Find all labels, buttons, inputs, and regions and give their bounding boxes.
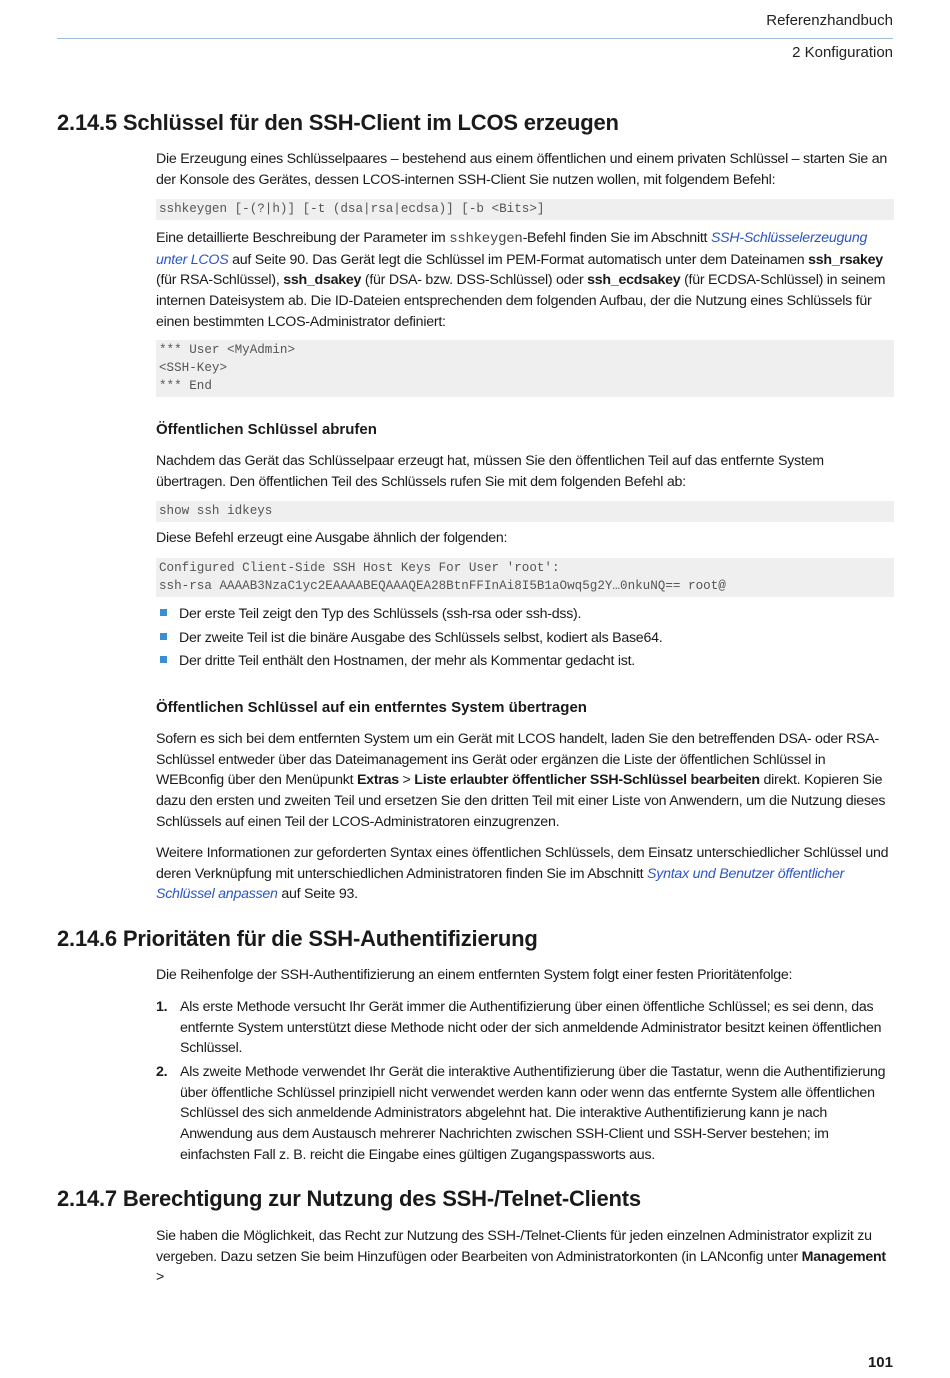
code-block-output: Configured Client-Side SSH Host Keys For User 'root': ssh-rsa AAAAB3NzaC1yc2EAAAABEQAAAQEA28BtnFFInAi8I5B1aOwq5g2Y…0nkuNQ== root@: [156, 558, 894, 597]
paragraph-ausgabe: Diese Befehl erzeugt eine Ausgabe ähnlich der folgenden:: [156, 530, 508, 546]
header-rule: [57, 38, 893, 39]
paragraph-prioritaeten-intro: Die Reihenfolge der SSH-Authentifizierung an einem entfernten System folgt einer festen Prioritätenfolge:: [156, 967, 793, 983]
numbered-item: 2. Als zweite Methode verwendet Ihr Gerät die interaktive Authentifizierung über die Tastatur, wenn die Authentifizierung über öffentliche Schlüssel prinzipiell nicht verwendet werden kann oder wenn das entfernte System alle öffentlichen Schlüssel des sich anmeldende Administrators abgelehnt hat. Die interaktive Authentifizierung kann je nach Anwendung aus dem Austausch mehrerer Nachrichten zwischen SSH-Client und SSH-Server bestehen; im einfachsten Fall z. B. reicht die Eingabe eines gültigen Zugangspassworts aus.: [156, 1064, 886, 1163]
paragraph-sshkeygen-description: Eine detaillierte Beschreibung der Parameter im sshkeygen-Befehl finden Sie im Abschnitt SSH-Schlüsselerzeugung unter LCOS auf Seite 90. Das Gerät legt die Schlüssel im PEM-Format automatisch unter dem Dateinamen ssh_rsakey (für RSA-Schlüssel), ssh_dsakey (für DSA- bzw. DSS-Schlüssel) oder ssh_ecdsakey (für ECDSA-Schlüssel) in seinem internen Dateisystem ab. Die ID-Dateien entsprechenden dem folgenden Aufbau, der die Nutzung eines Schlüssels für einen bestimmten LCOS-Administrator definiert:: [156, 230, 886, 330]
numbered-item: 1. Als erste Methode versucht Ihr Gerät immer die Authentifizierung über einen öffentliche Schlüssel; es sei denn, das entfernte System unterstützt diese Methode nicht oder der sich anmeldende Administrator besitzt keinen öffentlichen Schlüssel.: [156, 999, 882, 1057]
running-header-title: Referenzhandbuch: [766, 12, 893, 29]
page-number: 101: [867, 1354, 893, 1371]
section-heading-2-14-5: 2.14.5 Schlüssel für den SSH-Client im LCOS erzeugen: [57, 110, 619, 135]
bullet-square-icon: [160, 633, 167, 640]
menu-extras: Extras: [356, 772, 399, 789]
code-block-sshkeygen: sshkeygen [-(?|h)] [-t (dsa|rsa|ecdsa)] [-b <Bits>]: [156, 199, 894, 220]
code-block-id-file: *** User <MyAdmin> <SSH-Key> *** End: [156, 340, 894, 397]
section-heading-2-14-6: 2.14.6 Prioritäten für die SSH-Authentifizierung: [57, 926, 538, 951]
section-heading-2-14-7: 2.14.7 Berechtigung zur Nutzung des SSH-/Telnet-Clients: [57, 1186, 641, 1211]
running-header-chapter: 2 Konfiguration: [792, 44, 893, 61]
bullet-item: Der erste Teil zeigt den Typ des Schlüssels (ssh-rsa oder ssh-dss).: [160, 604, 581, 624]
code-block-show-ssh-idkeys: show ssh idkeys: [156, 501, 894, 522]
paragraph-uebertragen: Sofern es sich bei dem entfernten System um ein Gerät mit LCOS handelt, laden Sie den betreffenden DSA- oder RSA-Schlüssel entweder über das Dateimanagement ins Gerät oder ergänzen die Liste der öffentlichen Schlüssel in WEBconfig über den Menüpunkt Extras > Liste erlaubter öffentlicher SSH-Schlüssel bearbeiten direkt. Kopieren Sie dazu den ersten und zweiten Teil und ersetzen Sie den dritten Teil mit einer Liste von Anwendern, um die Nutzung dieses Schlüssels auf einen Teil der LCOS-Administratoren einzugrenzen.: [156, 731, 886, 830]
bullet-item: Der dritte Teil enthält den Hostnamen, der mehr als Kommentar gedacht ist.: [160, 651, 635, 671]
paragraph-weitere-informationen: Weitere Informationen zur geforderten Syntax eines öffentlichen Schlüssels, dem Einsatz unterschiedlicher Schlüssel und deren Verknüpfung mit unterschiedlichen Administratoren finden Sie im Abschnitt Syntax und Benutzer öffentlicher Schlüssel anpassen auf Seite 93.: [156, 845, 889, 903]
paragraph-berechtigung: Sie haben die Möglichkeit, das Recht zur Nutzung des SSH-/Telnet-Clients für jeden einzelnen Administrator explizit zu vergeben. Dazu setzen Sie beim Hinzufügen oder Bearbeiten von Administratorkonten (in LANconfig unter Management >: [156, 1228, 886, 1286]
menu-management: Management: [801, 1248, 886, 1265]
paragraph-abrufen: Nachdem das Gerät das Schlüsselpaar erzeugt hat, müssen Sie den öffentlichen Teil auf das entfernte System übertragen. Den öffentlichen Teil des Schlüssels rufen Sie mit dem folgenden Befehl ab:: [156, 453, 824, 490]
subheading-schluessel-uebertragen: Öffentlichen Schlüssel auf ein entferntes System übertragen: [156, 699, 587, 716]
inline-command: sshkeygen: [449, 231, 523, 247]
bullet-item: Der zweite Teil ist die binäre Ausgabe des Schlüssels selbst, kodiert als Base64.: [160, 628, 662, 648]
link-syntax-benutzer[interactable]: Syntax und Benutzer öffentlicher Schlüssel anpassen: [156, 865, 845, 903]
subheading-schluessel-abrufen: Öffentlichen Schlüssel abrufen: [156, 421, 377, 438]
bullet-square-icon: [160, 609, 167, 616]
paragraph-intro: Die Erzeugung eines Schlüsselpaares – bestehend aus einem öffentlichen und einem privaten Schlüssel – starten Sie an der Konsole des Gerätes, dessen LCOS-internen SSH-Client Sie nutzen wollen, mit folgendem Befehl:: [156, 151, 888, 188]
bullet-square-icon: [160, 656, 167, 663]
link-ssh-schluesselerzeugung[interactable]: SSH-Schlüsselerzeugung unter LCOS: [156, 230, 868, 268]
menu-liste-schluessel: Liste erlaubter öffentlicher SSH-Schlüssel bearbeiten: [414, 772, 760, 789]
